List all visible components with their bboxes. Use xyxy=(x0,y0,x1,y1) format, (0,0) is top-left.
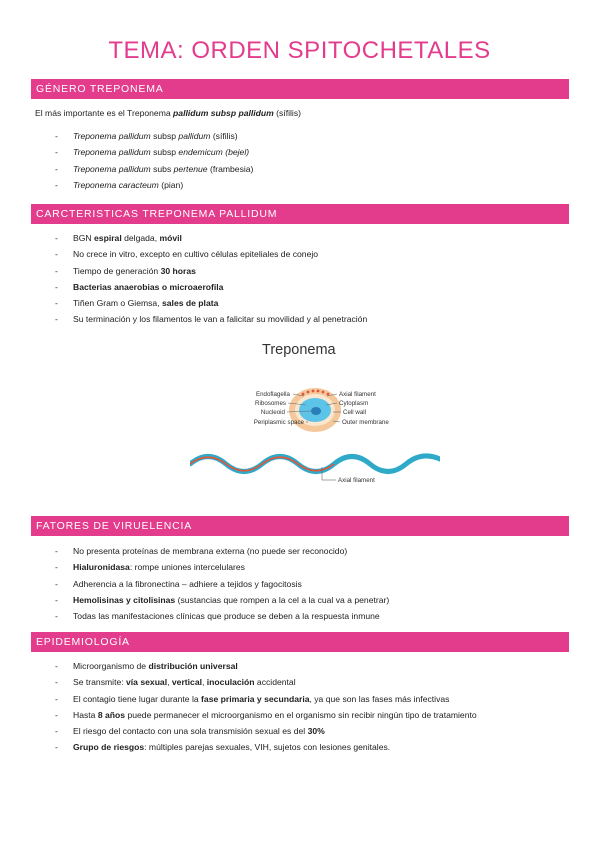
epidemiologia-list xyxy=(0,658,599,756)
list-item xyxy=(0,230,599,246)
text-run: móvil xyxy=(159,233,182,243)
text-run: (frambesia) xyxy=(207,163,254,174)
list-item xyxy=(0,674,599,690)
nucleoid-shape xyxy=(311,407,321,415)
text-run: (sustancias que rompen a la cel a la cual va a penetrar) xyxy=(175,594,390,605)
list-item xyxy=(0,161,599,177)
text-run: No crece in vitro, excepto en cultivo células epiteliales de conejo xyxy=(73,249,319,260)
genero-intro xyxy=(35,108,301,118)
label-nucleoid: Nucleoid xyxy=(260,409,285,416)
text-run: (sífilis) xyxy=(273,108,302,118)
figure-title: Treponema xyxy=(262,342,336,358)
list-item xyxy=(0,295,599,311)
text-run: endemicum (bejel) xyxy=(178,147,250,158)
list-item xyxy=(0,592,599,608)
list-item xyxy=(0,559,599,575)
list-item xyxy=(0,608,599,624)
list-item xyxy=(0,177,599,193)
factores-list xyxy=(0,543,599,624)
text-run: Se transmite: xyxy=(73,677,127,688)
text-run: Tiempo de generación xyxy=(73,265,161,276)
text-run: subs xyxy=(150,163,174,174)
text-run: subsp xyxy=(150,147,179,158)
text-run: Grupo de riesgos xyxy=(73,742,145,753)
label-outer-membrane: Outer membrane xyxy=(342,419,389,426)
label-endoflagella: Endoflagella xyxy=(255,391,290,398)
text-run: Todas las manifestaciones clínicas que produce se deben a la respuesta inmune xyxy=(73,611,380,622)
text-run: pertenue xyxy=(173,163,208,174)
label-axial-filament: Axial filament xyxy=(339,391,376,398)
text-run: : múltiples parejas sexuales, VIH, sujetos con lesiones genitales. xyxy=(144,742,391,753)
genero-list xyxy=(0,128,599,193)
text-run: Treponema caracteum xyxy=(73,179,159,190)
text-run: subsp xyxy=(150,131,179,141)
text-run: fase primaria y secundaria xyxy=(201,693,310,704)
list-item xyxy=(0,128,599,144)
text-run: espiral xyxy=(94,233,122,243)
section-header-epidemiologia: EPIDEMIOLOGÍA xyxy=(31,632,569,652)
text-run: , xyxy=(202,677,207,688)
text-run: (pian) xyxy=(158,179,184,190)
section-header-genero: GÉNERO TREPONEMA xyxy=(31,79,569,99)
text-run: Hasta xyxy=(73,709,98,720)
text-run: Treponema pallidum xyxy=(73,163,151,174)
label-axial-filament-bottom: Axial filament xyxy=(338,477,375,484)
text-run: El más importante es el Treponema xyxy=(35,108,174,118)
label-periplasmic-space: Periplasmic space xyxy=(253,419,304,426)
text-run: distribución universal xyxy=(148,661,238,671)
treponema-diagram xyxy=(190,342,440,492)
treponema-body-shape xyxy=(190,456,440,472)
text-run: delgada, xyxy=(121,233,160,243)
text-run: vertical xyxy=(171,677,202,688)
text-run: No presenta proteínas de membrana externa (no puede ser reconocido) xyxy=(73,546,348,556)
text-run: El riesgo del contacto con una sola transmisión sexual es del xyxy=(73,726,308,737)
text-run: Hialuronidasa xyxy=(73,562,130,573)
list-item xyxy=(0,658,599,674)
text-run: pallidum xyxy=(178,131,211,141)
text-run: : rompe uniones intercelulares xyxy=(129,562,245,573)
text-run: Adherencia a la fibronectina – adhiere a tejidos y fagocitosis xyxy=(73,578,302,589)
text-run: 30% xyxy=(307,726,325,737)
list-item xyxy=(0,739,599,755)
text-run: inoculación xyxy=(206,677,255,688)
text-run: Treponema pallidum xyxy=(73,147,151,158)
section-header-caracteristicas: CARCTERISTICAS TREPONEMA PALLIDUM xyxy=(31,204,569,224)
list-item xyxy=(0,246,599,262)
caracteristicas-list xyxy=(0,230,599,328)
list-item xyxy=(0,707,599,723)
text-run: Su terminación y los filamentos le van a falicitar su movilidad y al penetración xyxy=(73,314,368,325)
text-run: 30 horas xyxy=(160,265,196,276)
text-run: 8 años xyxy=(97,709,126,720)
text-run: , xyxy=(167,677,172,688)
list-item xyxy=(0,723,599,739)
list-item xyxy=(0,691,599,707)
text-run: , ya que son las fases más infectivas xyxy=(309,693,450,704)
page-title: TEMA: ORDEN SPITOCHETALES xyxy=(108,37,491,64)
text-run: sales de plata xyxy=(162,298,219,309)
list-item xyxy=(0,576,599,592)
text-run: Tiñen Gram o Giemsa, xyxy=(73,298,162,309)
text-run: El contagio tiene lugar durante la xyxy=(73,693,202,704)
label-ribosomes: Ribosomes xyxy=(255,400,286,407)
list-item xyxy=(0,311,599,327)
text-run: Hemolisinas y citolisinas xyxy=(73,594,176,605)
text-run: vía sexual xyxy=(126,677,168,688)
list-item xyxy=(0,263,599,279)
text-run: Treponema pallidum xyxy=(73,131,151,141)
text-run: Bacterias anaerobias o microaerofila xyxy=(73,281,224,292)
list-item xyxy=(0,279,599,295)
list-item xyxy=(0,144,599,160)
section-header-factores: FATORES DE VIRUELENCIA xyxy=(31,516,569,536)
text-run: pallidum subsp pallidum xyxy=(173,108,274,118)
treponema-figure xyxy=(190,342,440,492)
text-run: (sífilis) xyxy=(210,131,238,141)
text-run: accidental xyxy=(254,677,296,688)
text-run: puede permanecer el microorganismo en el organismo sin recibir ningún tipo de tratamiento xyxy=(125,709,477,720)
text-run: Microorganismo de xyxy=(73,661,149,671)
list-item xyxy=(0,543,599,559)
label-cytoplasm: Cytoplasm xyxy=(339,400,369,407)
label-cell-wall: Cell wall xyxy=(343,409,367,416)
text-run: BGN xyxy=(73,233,95,243)
